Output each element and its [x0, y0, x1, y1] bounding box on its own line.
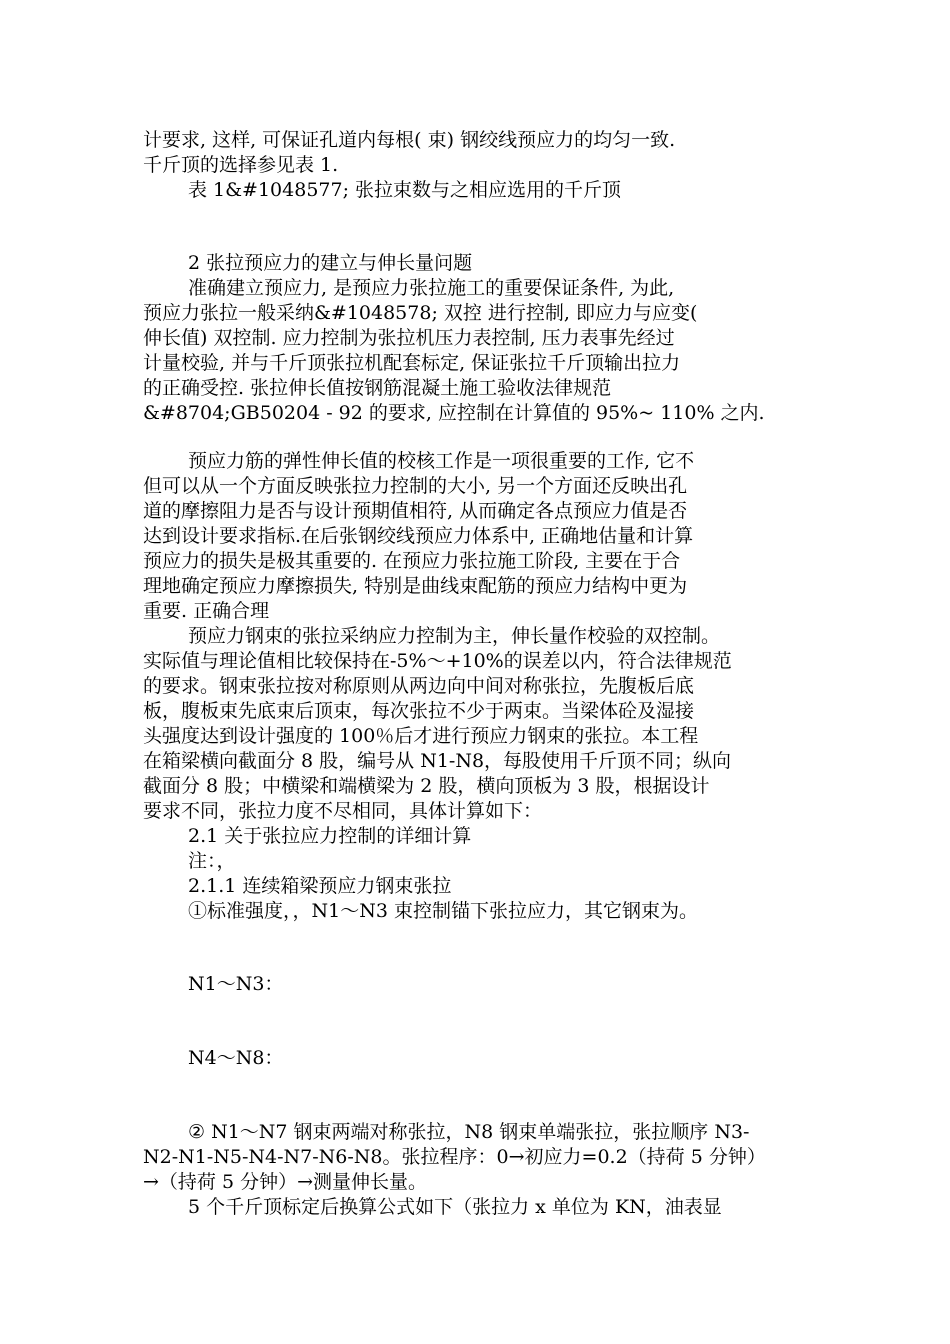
text-line: 计量校验, 并与千斤顶张拉机配套标定, 保证张拉千斤顶输出拉力 [143, 352, 681, 374]
text-line: 的要求。钢束张拉按对称原则从两边向中间对称张拉，先腹板后底 [143, 675, 695, 697]
text-line: 截面分 8 股；中横梁和端横梁为 2 股，横向顶板为 3 股，根据设计 [143, 775, 710, 797]
text-line: ② N1～N7 钢束两端对称张拉，N8 钢束单端张拉，张拉顺序 N3- [188, 1121, 750, 1143]
text-line: &#8704;GB50204 - 92 的要求, 应控制在计算值的 95%~ 110% 之内. [143, 402, 765, 424]
section-heading: 2.1 关于张拉应力控制的详细计算 [188, 825, 472, 847]
text-line: 预应力的损失是极其重要的. 在预应力张拉施工阶段, 主要在于合 [143, 550, 681, 572]
text-line: 实际值与理论值相比较保持在-5%～+10%的误差以内，符合法律规范 [143, 650, 732, 672]
text-line: →（持荷 5 分钟）→测量伸长量。 [143, 1171, 428, 1193]
text-line: 注：， [188, 850, 236, 872]
text-line: 预应力钢束的张拉采纳应力控制为主，伸长量作校验的双控制。 [188, 625, 721, 647]
text-line: 在箱梁横向截面分 8 股，编号从 N1-N8，每股使用千斤顶不同；纵向 [143, 750, 732, 772]
text-line: 的正确受控. 张拉伸长值按钢筋混凝土施工验收法律规范 [143, 377, 612, 399]
text-line: 5 个千斤顶标定后换算公式如下（张拉力 x 单位为 KN，油表显 [188, 1196, 722, 1218]
text-line: 伸长值) 双控制. 应力控制为张拉机压力表控制, 压力表事先经过 [143, 327, 675, 349]
section-heading: 2 张拉预应力的建立与伸长量问题 [188, 252, 473, 274]
text-line: 重要. 正确合理 [143, 600, 270, 622]
formula-label: N4～N8： [188, 1047, 284, 1069]
table-caption: 表 1&#1048577; 张拉束数与之相应选用的千斤顶 [188, 179, 622, 201]
text-line: N2-N1-N5-N4-N7-N6-N8。张拉程序：0→初应力=0.2（持荷 5 分钟） [143, 1146, 766, 1168]
text-line: 要求不同，张拉力度不尽相同，具体计算如下： [143, 800, 543, 822]
text-line: 但可以从一个方面反映张拉力控制的大小, 另一个方面还反映出孔 [143, 475, 688, 497]
text-line: ①标准强度，，N1～N3 束控制锚下张拉应力，其它钢束为。 [188, 900, 698, 922]
formula-label: N1～N3： [188, 973, 284, 995]
text-line: 预应力张拉一般采纳&#1048578; 双控 进行控制, 即应力与应变( [143, 302, 698, 324]
text-line: 板，腹板束先底束后顶束，每次张拉不少于两束。当梁体砼及湿接 [143, 700, 695, 722]
section-heading: 2.1.1 连续箱梁预应力钢束张拉 [188, 875, 452, 897]
text-line: 预应力筋的弹性伸长值的校核工作是一项很重要的工作, 它不 [188, 450, 695, 472]
text-line: 千斤顶的选择参见表 1. [143, 154, 339, 176]
text-line: 准确建立预应力, 是预应力张拉施工的重要保证条件, 为此, [188, 277, 675, 299]
text-line: 道的摩擦阻力是否与设计预期值相符, 从而确定各点预应力值是否 [143, 500, 688, 522]
text-line: 计要求, 这样, 可保证孔道内每根( 束) 钢绞线预应力的均匀一致. [143, 129, 676, 151]
text-line: 理地确定预应力摩擦损失, 特别是曲线束配筋的预应力结构中更为 [143, 575, 688, 597]
text-line: 达到设计要求指标.在后张钢绞线预应力体系中, 正确地估量和计算 [143, 525, 694, 547]
text-line: 头强度达到设计强度的 100％后才进行预应力钢束的张拉。本工程 [143, 725, 699, 747]
